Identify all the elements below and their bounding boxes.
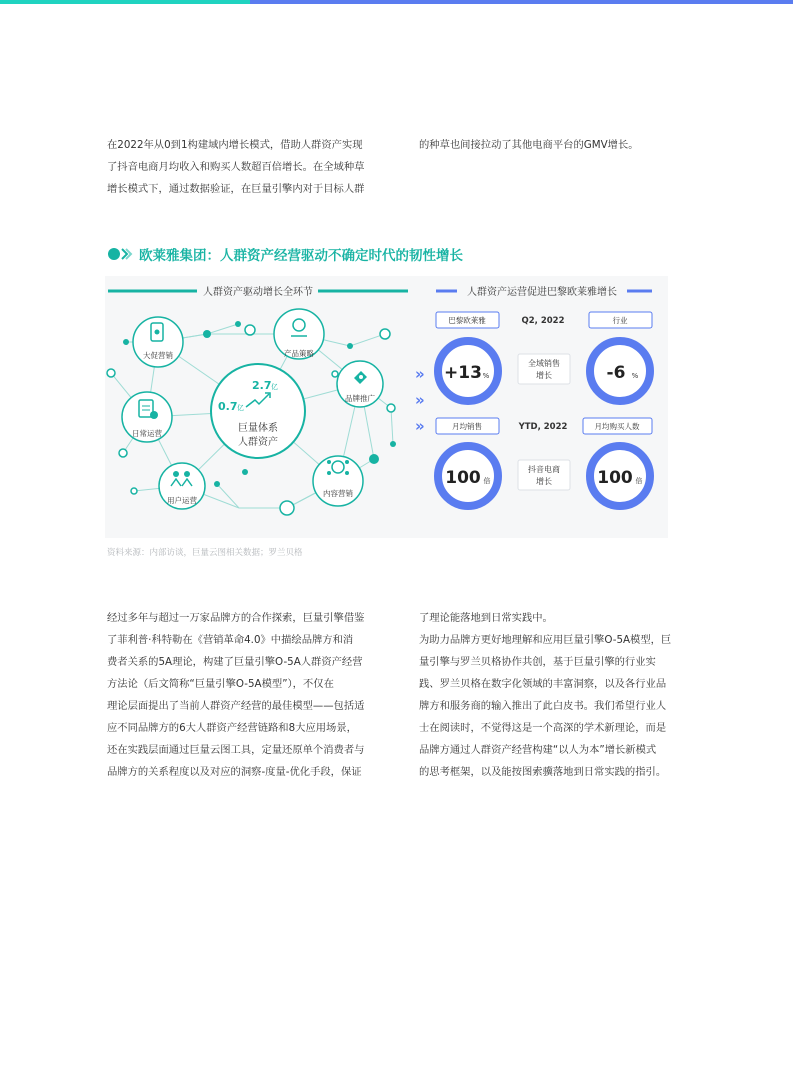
paragraph-bottom-left (107, 607, 383, 783)
tag-industry-text: 行业 (612, 316, 628, 325)
text-line: 费者关系的5A理论，构建了巨量引擎O-5A人群资产经营 (107, 656, 363, 668)
top-accent-teal (0, 0, 250, 4)
center-to-unit: 亿 (271, 383, 278, 391)
text-line: 了菲利普·科特勒在《营销革命4.0》中描绘品牌方和消 (107, 634, 354, 646)
text-line: 增长模式下，通过数据验证，在巨量引擎内对于目标人群 (107, 183, 365, 195)
source-note: 资料来源：内部访谈，巨量云图相关数据；罗兰贝格 (107, 548, 303, 558)
tag-monthly-sales-text: 月均销售 (452, 422, 482, 431)
metric-2-line1: 抖音电商 (528, 465, 560, 474)
node-label: 大促营销 (143, 351, 173, 360)
paragraph-top-left (107, 134, 383, 200)
section-title-text: 欧莱雅集团：人群资产经营驱动不确定时代的韧性增长 (139, 248, 463, 264)
node-product (274, 309, 324, 359)
node-label: 品牌推广 (345, 394, 375, 403)
chevron-right-icon: » (415, 365, 425, 383)
top-accent-bar (0, 0, 793, 4)
text-line: 理论层面提出了当前人群资产经营的最佳模型——包括适 (107, 700, 365, 712)
buyers-growth-unit: 倍 (635, 477, 643, 485)
top-accent-blue (250, 0, 793, 4)
text-line: 士在阅读时，不觉得这是一个高深的学术新理论，而是 (419, 722, 667, 734)
left-header: 人群资产驱动增长全环节 (203, 287, 313, 298)
text-line: 方法论（后文简称“巨量引擎O-5A模型”），不仅在 (107, 678, 334, 690)
title-bullet-icon (107, 247, 133, 261)
paragraph-top-right (419, 134, 695, 156)
center-line2: 人群资产 (238, 437, 278, 448)
text-line: 了抖音电商月均收入和购买人数超百倍增长。在全域种草 (107, 161, 365, 173)
center-from-value: 0.7 (218, 400, 238, 413)
center-from-unit: 亿 (237, 404, 244, 412)
text-line: 为助力品牌方更好地理解和应用巨量引擎O-5A模型，巨 (419, 634, 672, 646)
infographic-svg (105, 276, 668, 538)
chevron-right-icon: » (415, 417, 425, 435)
text-line: 的思考框架，以及能按图索骥落地到日常实践的指引。 (419, 766, 667, 778)
node-label: 产品策略 (284, 349, 314, 358)
node-content (313, 456, 363, 506)
text-line: 的种草也间接拉动了其他电商平台的GMV增长。 (419, 139, 639, 151)
text-line: 在2022年从0到1构建域内增长模式，借助人群资产实现 (107, 139, 363, 151)
center-line1: 巨量体系 (238, 423, 278, 434)
text-line: 了理论能落地到日常实践中。 (419, 612, 553, 624)
metric-1-line1: 全域销售 (528, 359, 560, 368)
metric-2-line2: 增长 (536, 477, 552, 486)
tag-monthly-buyers-text: 月均购买人数 (594, 422, 640, 431)
industry-growth-unit: % (631, 372, 639, 380)
center-to-value: 2.7 (252, 379, 272, 392)
period-ytd: YTD, 2022 (518, 422, 568, 432)
right-header: 人群资产运营促进巴黎欧莱雅增长 (467, 287, 617, 298)
node-label: 用户运营 (167, 496, 197, 505)
brand-growth-value: +13 (444, 363, 482, 383)
industry-growth-value: -6 (606, 363, 626, 383)
text-line: 还在实践层面通过巨量云图工具，定量还原单个消费者与 (107, 744, 365, 756)
node-label: 日常运营 (132, 429, 162, 438)
text-line: 品牌方的关系程度以及对应的洞察-度量-优化手段，保证 (107, 766, 362, 778)
paragraph-bottom-right (419, 607, 695, 783)
infographic (105, 276, 668, 538)
text-line: 经过多年与超过一万家品牌方的合作探索，巨量引擎借鉴 (107, 612, 365, 624)
node-promo (133, 317, 183, 367)
metric-1-line2: 增长 (536, 371, 552, 380)
node-daily (122, 392, 172, 442)
node-user (159, 463, 205, 509)
text-line: 量引擎与罗兰贝格协作共创，基于巨量引擎的行业实 (419, 656, 656, 668)
brand-growth-unit: % (482, 372, 490, 380)
buyers-growth-value: 100 (597, 468, 633, 488)
chevron-right-icon: » (415, 391, 425, 409)
text-line: 牌方和服务商的输入推出了此白皮书。我们希望行业人 (419, 700, 667, 712)
period-q2: Q2, 2022 (521, 316, 565, 326)
sales-growth-unit: 倍 (483, 477, 491, 485)
node-brand (337, 361, 383, 407)
sales-growth-value: 100 (445, 468, 481, 488)
section-title (107, 243, 463, 265)
text-line: 品牌方通过人群资产经营构建“以人为本”增长新模式 (419, 744, 657, 756)
text-line: 践、罗兰贝格在数字化领域的丰富洞察，以及各行业品 (419, 678, 667, 690)
text-line: 应不同品牌方的6大人群资产经营链路和8大应用场景， (107, 722, 357, 734)
users-icon (173, 471, 179, 477)
tag-brand-text: 巴黎欧莱雅 (448, 316, 486, 325)
node-label: 内容营销 (323, 489, 353, 498)
